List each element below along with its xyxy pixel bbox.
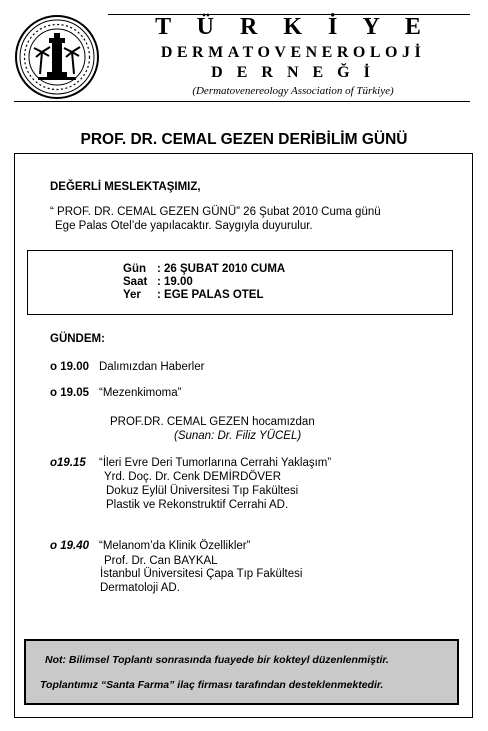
agenda-speaker: PROF.DR. CEMAL GEZEN hocamızdan	[110, 416, 315, 428]
agenda-heading: GÜNDEM:	[50, 333, 105, 345]
intro-line-1: “ PROF. DR. CEMAL GEZEN GÜNÜ” 26 Şubat 2010 Cuma günü	[50, 206, 381, 218]
greeting: DEĞERLİ MESLEKTAŞIMIZ,	[50, 181, 201, 193]
agenda-detail-line: Yrd. Doç. Dr. Cenk DEMİRDÖVER	[104, 471, 282, 483]
society-seal-icon	[14, 14, 100, 100]
org-name: DERMATOVENEROLOJİ	[160, 44, 426, 61]
agenda-title: “Melanom’da Klinik Özellikler”	[99, 540, 251, 552]
agenda-title: Dalımızdan Haberler	[99, 361, 205, 373]
info-label-place: Yer	[123, 289, 141, 301]
page-title: PROF. DR. CEMAL GEZEN DERİBİLİM GÜNÜ	[80, 131, 408, 148]
agenda-title: “İleri Evre Deri Tumorlarına Cerrahi Yaklaşım”	[99, 457, 332, 469]
org-type: D E R N E Ğ İ	[211, 64, 375, 81]
agenda-detail-line: İstanbul Üniversitesi Çapa Tıp Fakültesi	[100, 568, 303, 580]
agenda-detail-line: Prof. Dr. Can BAYKAL	[104, 555, 218, 567]
info-label-time: Saat	[123, 276, 148, 288]
info-label-day: Gün	[123, 263, 146, 275]
org-country: T Ü R K İ Y E	[155, 14, 431, 40]
note-line-2: Toplantımız “Santa Farma” ilaç firması tarafından desteklenmektedir.	[40, 679, 384, 691]
info-value-day: : 26 ŞUBAT 2010 CUMA	[157, 263, 286, 275]
header-bottom-rule	[14, 101, 470, 102]
event-info-box	[27, 250, 453, 315]
agenda-detail-line: Dokuz Eylül Üniversitesi Tıp Fakültesi	[106, 485, 299, 497]
agenda-time: o 19.40	[50, 540, 89, 552]
agenda-detail-line: Plastik ve Rekonstruktif Cerrahi AD.	[106, 499, 289, 511]
agenda-time: o 19.00	[50, 361, 89, 373]
intro-line-2: Ege Palas Otel’de yapılacaktır. Saygıyla duyurulur.	[55, 220, 313, 232]
agenda-title: “Mezenkimoma”	[99, 387, 182, 399]
notes-box	[24, 639, 459, 705]
agenda-presenter: (Sunan: Dr. Filiz YÜCEL)	[174, 430, 302, 442]
agenda-time: o 19.05	[50, 387, 89, 399]
org-english-name: (Dermatovenereology Association of Türkiye)	[192, 85, 394, 97]
note-line-1: Not: Bilimsel Toplantı sonrasında fuayede bir kokteyl düzenlenmiştir.	[45, 654, 389, 666]
info-value-place: : EGE PALAS OTEL	[157, 289, 264, 301]
info-value-time: : 19.00	[157, 276, 193, 288]
agenda-detail-line: Dermatoloji AD.	[100, 582, 180, 594]
agenda-time: o19.15	[50, 457, 86, 469]
